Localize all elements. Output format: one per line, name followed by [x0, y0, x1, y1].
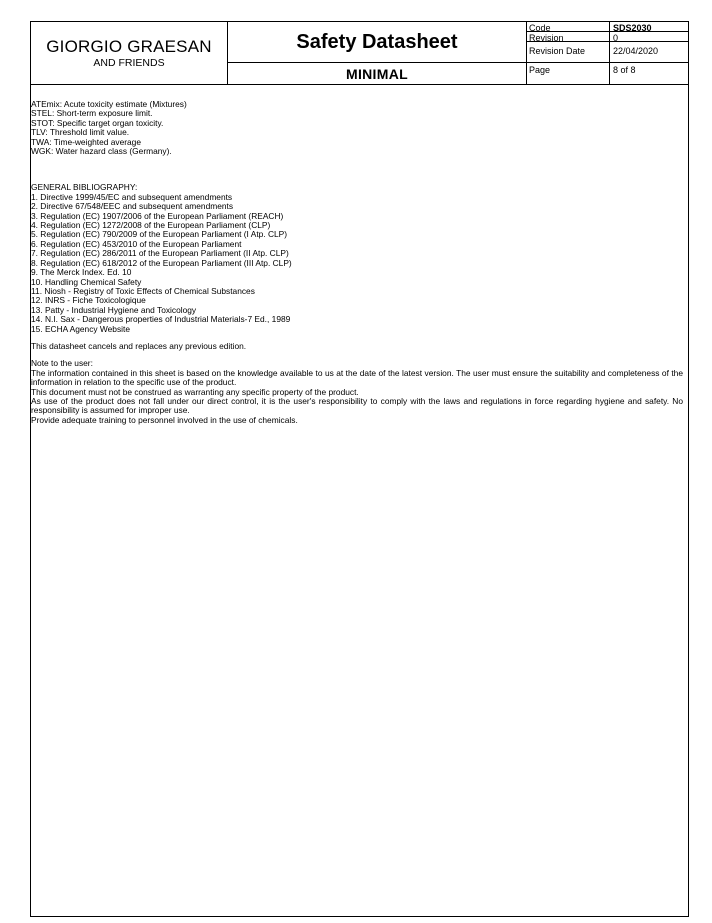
bibliography-item: 5. Regulation (EC) 790/2009 of the European Parliament (I Atp. CLP)	[31, 229, 288, 240]
meta-table	[527, 22, 688, 84]
revision-label: Revision	[529, 33, 564, 43]
bibliography-item: 4. Regulation (EC) 1272/2008 of the European Parliament (CLP)	[31, 220, 271, 231]
document-header	[30, 21, 689, 85]
bibliography-item: 2. Directive 67/548/EEC and subsequent amendments	[31, 201, 234, 212]
bibliography-item: 9. The Merck Index. Ed. 10	[31, 267, 132, 278]
abbreviation-item: TLV: Threshold limit value.	[31, 127, 130, 138]
product-cell	[228, 63, 527, 84]
page-label: Page	[529, 65, 551, 75]
user-note-paragraph: This document must not be construed as warranting any specific property of the product.	[31, 386, 359, 397]
bibliography-item: 15. ECHA Agency Website	[31, 323, 131, 334]
document-title: Safety Datasheet	[296, 31, 458, 53]
bibliography-item: 11. Niosh - Registry of Toxic Effects of Chemical Substances	[31, 285, 255, 296]
revision-date-value: 22/04/2020	[613, 46, 659, 56]
user-note-paragraph: The information contained in this sheet is based on the knowledge available to us at the date of the latest version. The user must ensure the suitability and completeness of the information in relation to the specific use of the product.	[31, 367, 683, 388]
page-value: 8 of 8	[613, 65, 636, 75]
bibliography-item: 1. Directive 1999/45/EC and subsequent amendments	[31, 191, 233, 202]
revision-date-label: Revision Date	[529, 46, 586, 56]
meta-row-revision	[527, 32, 688, 42]
abbreviations-list	[31, 100, 683, 156]
user-note-heading: Note to the user:	[31, 358, 93, 369]
code-label: Code	[529, 23, 551, 33]
cancels-note: This datasheet cancels and replaces any previous edition.	[31, 340, 247, 351]
meta-row-code	[527, 22, 688, 32]
bibliography-item: 3. Regulation (EC) 1907/2006 of the European Parliament (REACH)	[31, 210, 284, 221]
abbreviation-item: ATEmix: Acute toxicity estimate (Mixtures)	[31, 99, 187, 109]
bibliography-item: 8. Regulation (EC) 618/2012 of the European Parliament (III Atp. CLP)	[31, 257, 292, 268]
revision-value: 0	[613, 33, 619, 43]
abbreviation-item: WGK: Water hazard class (Germany).	[31, 146, 172, 157]
code-value: SDS2030	[613, 23, 652, 33]
user-note-paragraph: Provide adequate training to personnel involved in the use of chemicals.	[31, 414, 298, 425]
bibliography-item: 7. Regulation (EC) 286/2011 of the European Parliament (II Atp. CLP)	[31, 248, 289, 259]
user-note-section	[31, 359, 683, 425]
company-cell	[31, 22, 228, 84]
abbreviation-item: TWA: Time-weighted average	[31, 136, 142, 147]
bibliography-item: 6. Regulation (EC) 453/2010 of the European Parliament	[31, 238, 242, 249]
bibliography-heading: GENERAL BIBLIOGRAPHY:	[31, 182, 138, 193]
bibliography-item: 13. Patty - Industrial Hygiene and Toxicology	[31, 304, 197, 315]
abbreviation-item: STOT: Specific target organ toxicity.	[31, 117, 164, 128]
bibliography-item: 14. N.I. Sax - Dangerous properties of Industrial Materials-7 Ed., 1989	[31, 314, 291, 325]
bibliography-section	[31, 183, 683, 334]
meta-row-revision-date	[527, 42, 688, 63]
user-note-paragraph: As use of the product does not fall under our direct control, it is the user's responsibility to comply with the laws and regulations in force regarding hygiene and safety. No responsibility is assumed for improper use.	[31, 395, 683, 416]
meta-row-page	[527, 63, 688, 84]
page-bottom-border	[30, 916, 689, 917]
document-body	[31, 100, 683, 425]
company-subtitle: AND FRIENDS	[93, 57, 165, 69]
abbreviation-item: STEL: Short-term exposure limit.	[31, 108, 153, 119]
bibliography-item: 10. Handling Chemical Safety	[31, 276, 142, 287]
bibliography-item: 12. INRS - Fiche Toxicologique	[31, 295, 146, 306]
company-name: GIORGIO GRAESAN	[46, 37, 212, 56]
title-cell	[228, 22, 527, 63]
product-name: MINIMAL	[346, 66, 408, 82]
